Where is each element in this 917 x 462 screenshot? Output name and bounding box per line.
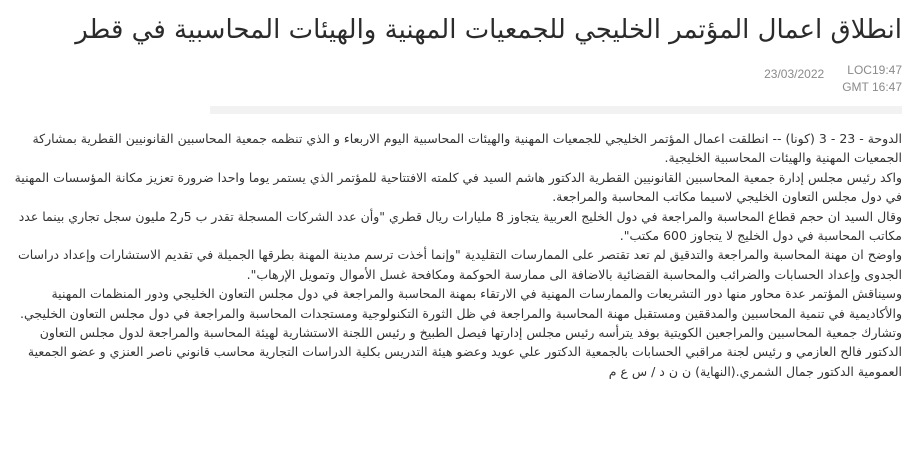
article-times — [842, 62, 902, 96]
article-paragraph: وسيناقش المؤتمر عدة محاور منها دور التشريعات والممارسات المهنية في الارتقاء بمهنة المحاسبة والمراجعة في دول مجلس التعاون الخليجي ودور المنظمات المهنية والأكاديمية في تنمية المحاسبين والمدققين ومستقبل مهنة المحاسبة والمراجعة في ظل الثورة التكنولوجية ومستجدات المحاسبة والمراجعة في دول مجلس التعاون الخليجي. — [20, 286, 902, 321]
article-date: 23/03/2022 — [764, 67, 825, 81]
local-time: LOC19:47 — [847, 63, 902, 77]
article-paragraph: واوضح ان مهنة المحاسبة والمراجعة والتدقيق لم تعد تقتصر على الممارسات التقليدية "وإنما أخذت ترسم مدينة المهنة بطرقها الجميلة في تقديم الاستشارات وإعداد دراسات الجدوى وإعداد الحسابات والضرائب والمحاسبة القضائية بالاضافة الى ممارسة الحوكمة ومكافحة غسل الأموال وتمويل الإرهاب". — [17, 247, 902, 282]
article-paragraph: واكد رئيس مجلس إدارة جمعية المحاسبين القانونيين القطرية الدكتور هاشم السيد في كلمته الافتتاحية للمؤتمر الذي يستمر يوما واحدا ضرورة تعزيز مكانة المؤسسات المهنية في دول مجلس التعاون الخليجي لاسيما مكاتب المحاسبة والمراجعة. — [14, 169, 902, 205]
article-body — [14, 129, 902, 381]
article-paragraph: وتشارك جمعية المحاسبين والمراجعين الكويتية بوفد يترأسه رئيس مجلس إدارتها فيصل الطبيخ و رئيس اللجنة الاستشارية لهيئة المحاسبة والمراجعة لدول مجلس التعاون الدكتور فالح العازمي و رئيس لجنة مراقبي الحسابات بالجمعية الدكتور علي عويد وعضو هيئة التدريس بكلية الدراسات التجارية محاسب قانوني ناصر العنزي و عضو الجمعية العمومية الدكتور جمال الشمري.(النهاية) ن ن د / س ع م — [27, 325, 902, 379]
header-divider — [210, 106, 902, 114]
article-paragraph: وقال السيد ان حجم قطاع المحاسبة والمراجعة في دول الخليج العربية يتجاوز 8 مليارات ريال قطري "وأن عدد الشركات المسجلة تقدر ب 5ر2 مليون سجل تجاري بينما عدد مكاتب المحاسبة في دول الخليج لا يتجاوز 600 مكتب". — [18, 208, 902, 244]
article-title: انطلاق اعمال المؤتمر الخليجي للجمعيات المهنية والهيئات المحاسبية في قطر — [75, 15, 902, 45]
article-paragraph: الدوحة - 23 - 3 (كونا) -- انطلقت اعمال المؤتمر الخليجي للجمعيات المهنية والهيئات المحاسبية اليوم الاربعاء و الذي تنظمه جمعية المحاسبين القانونيين القطرية بمشاركة الجمعيات المهنية والهيئات المحاسبية الخليجية. — [32, 131, 902, 166]
article-meta — [764, 62, 902, 96]
gmt-time: GMT 16:47 — [842, 80, 902, 94]
